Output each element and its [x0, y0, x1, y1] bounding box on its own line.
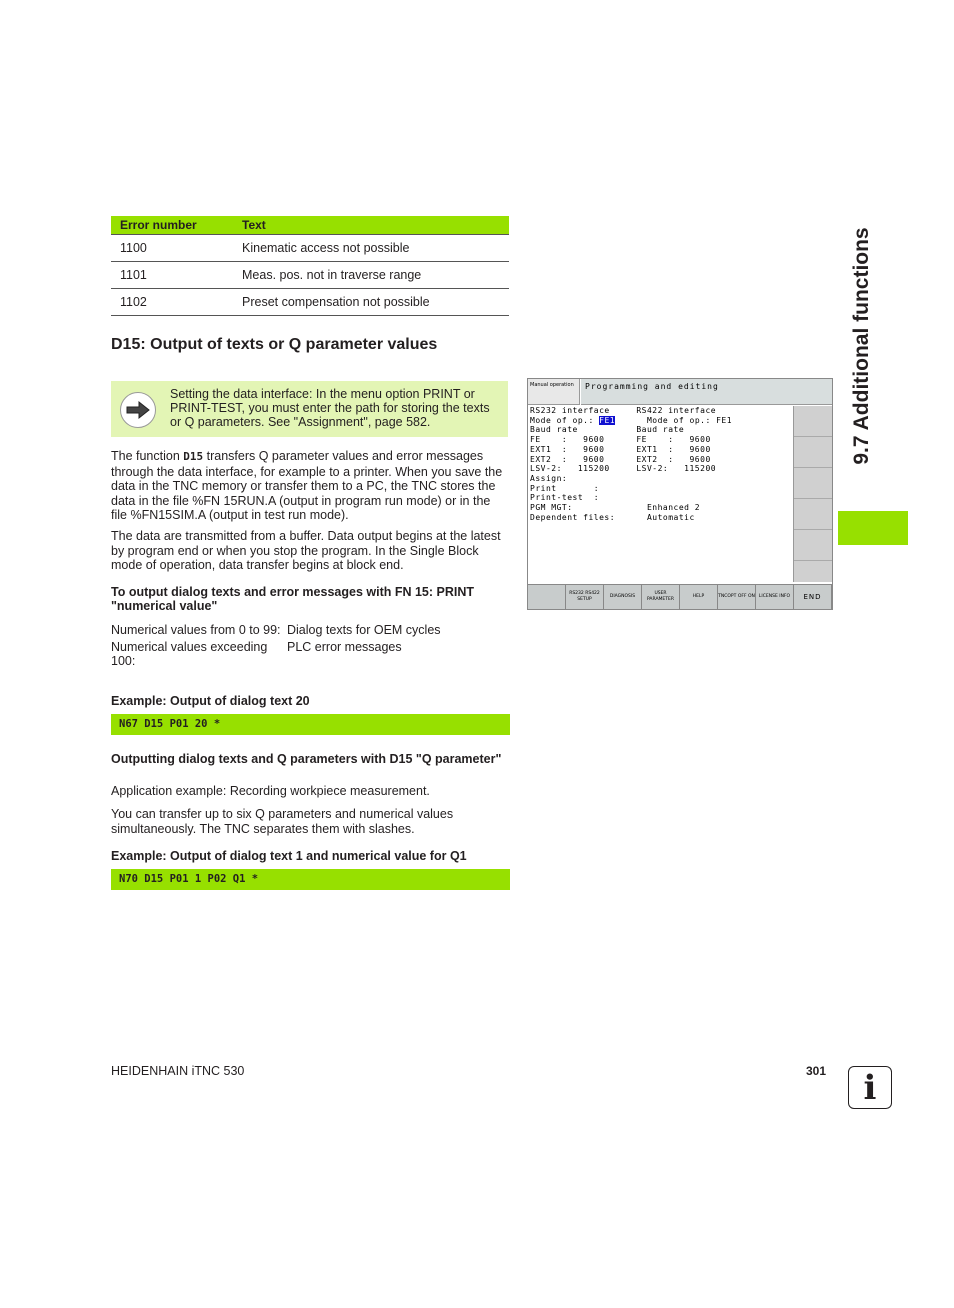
error-table — [111, 216, 509, 316]
screen-line: EXT1 : 9600 EXT1 : 9600 — [530, 444, 711, 454]
example2-title: Example: Output of dialog text 1 and numerical value for Q1 — [111, 849, 467, 863]
heading-print: To output dialog texts and error messages with FN 15: PRINT "numerical value" — [111, 585, 475, 613]
softkey[interactable]: END — [794, 585, 832, 609]
info-icon: i — [848, 1066, 892, 1109]
mode-left: Manual operation — [528, 379, 580, 405]
softkey[interactable]: LICENSE INFO — [756, 585, 794, 609]
softkey[interactable]: RS232 RS422 SETUP — [566, 585, 604, 609]
text-span: transfers Q parameter values and error messages through the data interface, for example to a printer. When you save the data in the TNC memory or transfer them to a PC, the TNC stores the data in the file %FN 15RUN.A (output in program run mode) or in the file %FN15SIM.A (output in test run mode). — [111, 449, 503, 522]
screen-text: Mode of op.: FE1 — [615, 415, 733, 425]
softkey[interactable]: USER PARAMETER — [642, 585, 680, 609]
error-text-cell: Meas. pos. not in traverse range — [233, 262, 509, 289]
screen-line: LSV-2: 115200 LSV-2: 115200 — [530, 464, 717, 474]
vertical-softkeys — [793, 406, 832, 582]
mode-value-field[interactable]: FE1 — [599, 415, 616, 425]
mode-right: Programming and editing — [581, 379, 832, 405]
error-text-cell: Preset compensation not possible — [233, 289, 509, 316]
error-number-cell: 1100 — [111, 235, 233, 262]
screen-line: Assign: — [530, 473, 568, 483]
screen-line: FE : 9600 FE : 9600 — [530, 435, 711, 445]
value-range-cell: Numerical values from 0 to 99: — [111, 623, 281, 637]
softkey[interactable]: TNCOPT OFF ON — [718, 585, 756, 609]
error-number-cell: 1101 — [111, 262, 233, 289]
softkey-bar — [528, 584, 832, 609]
value-table — [111, 623, 508, 668]
code-inline: D15 — [183, 450, 204, 463]
arrow-right-icon — [120, 392, 156, 428]
vertical-softkey[interactable] — [794, 437, 832, 468]
screen-line: Print : — [530, 483, 600, 493]
example1-title: Example: Output of dialog text 20 — [111, 694, 310, 708]
table-row — [111, 289, 509, 316]
column-header: Error number — [111, 216, 233, 235]
example2-code: N70 D15 P01 1 P02 Q1 * — [111, 869, 510, 890]
softkey[interactable]: DIAGNOSIS — [604, 585, 642, 609]
screen-text: Mode of op.: — [530, 415, 600, 425]
note-text: Setting the data interface: In the menu option PRINT or PRINT-TEST, you must enter the path for storing the texts or Q parameters. See "Assignment", page 582. — [170, 387, 490, 429]
vertical-softkey[interactable] — [794, 406, 832, 437]
table-row — [111, 262, 509, 289]
table-row — [111, 640, 508, 668]
tnc-screenshot — [527, 378, 833, 610]
paragraph-application: Application example: Recording workpiece measurement. — [111, 784, 430, 798]
screen-content — [530, 406, 792, 582]
example1-code: N67 D15 P01 20 * — [111, 714, 510, 735]
vertical-softkey[interactable] — [794, 530, 832, 561]
footer-product: HEIDENHAIN iTNC 530 — [111, 1064, 245, 1078]
screen-line: RS232 interface RS422 interface — [530, 406, 717, 415]
heading-q-parameter: Outputting dialog texts and Q parameters with D15 "Q parameter" — [111, 752, 502, 766]
vertical-softkey[interactable] — [794, 468, 832, 499]
paragraph-function — [111, 449, 508, 523]
screen-line: Print-test : — [530, 493, 600, 503]
text-span: The function — [111, 449, 184, 463]
softkey[interactable]: HELP — [680, 585, 718, 609]
screen-line: PGM MGT: Enhanced 2 — [530, 503, 701, 513]
screen-line: EXT2 : 9600 EXT2 : 9600 — [530, 454, 711, 464]
error-number-cell: 1102 — [111, 289, 233, 316]
value-meaning-cell: Dialog texts for OEM cycles — [287, 623, 441, 637]
screen-line: Baud rate Baud rate — [530, 425, 685, 435]
paragraph-buffer: The data are transmitted from a buffer. Data output begins at the latest by program end or when you stop the program. In the Single Block mode of operation, data transfer begins at block end. — [111, 529, 501, 572]
screen-line: Dependent files: Automatic — [530, 512, 695, 522]
column-header: Text — [233, 216, 509, 235]
value-meaning-cell: PLC error messages — [287, 640, 402, 654]
error-text-cell: Kinematic access not possible — [233, 235, 509, 262]
chapter-tab-marker — [838, 511, 908, 545]
paragraph-transfer: You can transfer up to six Q parameters and numerical values simultaneously. The TNC separates them with slashes. — [111, 807, 454, 836]
screen-line — [530, 416, 792, 426]
section-title: D15: Output of texts or Q parameter values — [111, 336, 438, 353]
softkey[interactable] — [528, 585, 566, 609]
page-number: 301 — [806, 1064, 827, 1078]
table-row — [111, 623, 508, 640]
chapter-title-text: 9.7 Additional functions — [850, 227, 873, 465]
vertical-softkey[interactable] — [794, 499, 832, 530]
note-box — [111, 381, 508, 437]
table-row — [111, 235, 509, 262]
value-range-cell: Numerical values exceeding 100: — [111, 640, 268, 668]
